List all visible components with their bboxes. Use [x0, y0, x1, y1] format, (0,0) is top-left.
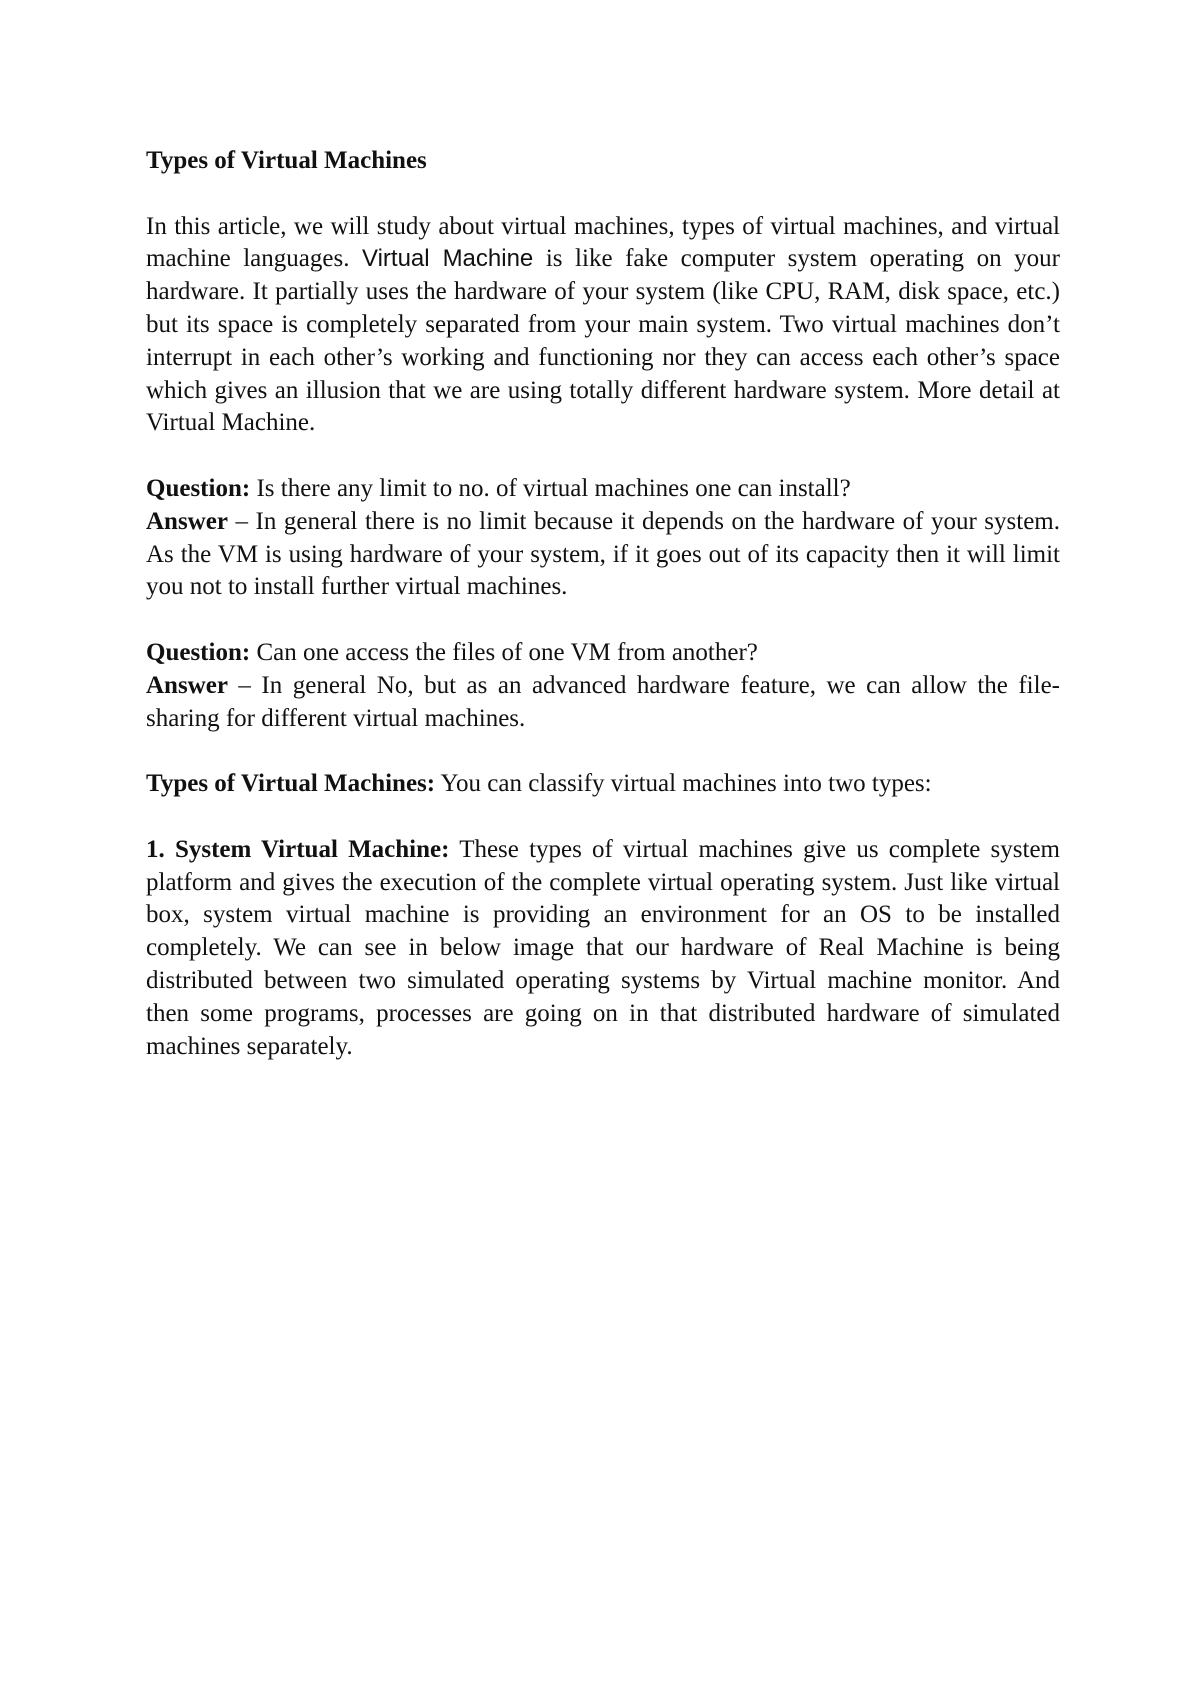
answer-text: – In general No, but as an advanced hardware feature, we can allow the file-sharing for different virtual machines.: [146, 671, 1060, 732]
answer-1: [146, 506, 1060, 604]
virtual-machine-link[interactable]: Virtual Machine: [362, 245, 534, 273]
types-label: Types of Virtual Machines:: [146, 770, 436, 798]
paragraph-gap: [146, 735, 1060, 768]
paragraph-gap: [146, 604, 1060, 637]
question-2: [146, 637, 1060, 670]
intro-text-start: In this article, we will study about virtual machines, types of virtual machines, and virtual machine languages.: [146, 212, 1060, 273]
paragraph-gap: [146, 178, 1060, 211]
question-label: Question:: [146, 474, 251, 502]
system-vm-paragraph: [146, 834, 1060, 1064]
answer-text: – In general there is no limit because it depends on the hardware of your system. As the VM is using hardware of your system, if it goes out of its capacity then it will limit you not to install further virtual machines.: [146, 507, 1060, 601]
types-paragraph: [146, 768, 1060, 801]
question-text: Is there any limit to no. of virtual machines one can install?: [250, 474, 851, 502]
types-text: You can classify virtual machines into two types:: [435, 770, 932, 798]
answer-label: Answer: [146, 507, 228, 535]
paragraph-gap: [146, 801, 1060, 834]
document-body: [146, 145, 1060, 1063]
system-vm-label: 1. System Virtual Machine:: [146, 835, 450, 863]
system-vm-text: These types of virtual machines give us complete system platform and gives the execution of the complete virtual operating system. Just like virtual box, system virtual machine is providing an environment for an OS to be installed completely. We can see in below image that our hardware of Real Machine is being distributed between two simulated operating systems by Virtual machine monitor. And then some programs, processes are going on in that distributed hardware of simulated machines separately.: [146, 835, 1060, 1060]
question-text: Can one access the files of one VM from another?: [250, 638, 758, 666]
paragraph-gap: [146, 440, 1060, 473]
answer-2: [146, 670, 1060, 736]
question-1: [146, 473, 1060, 506]
question-label: Question:: [146, 638, 251, 666]
answer-label: Answer: [146, 671, 228, 699]
document-title: Types of Virtual Machines: [146, 147, 427, 174]
intro-text-end: is like fake computer system operating on your hardware. It partially uses the hardware of your system (like CPU, RAM, disk space, etc.) but its space is completely separated from your main system. Two virtual machines don’t interrupt in each other’s working and functioning nor they can access each other’s space which gives an illusion that we are using totally different hardware system. More detail at Virtual Machine.: [146, 245, 1060, 437]
intro-paragraph: [146, 211, 1060, 441]
